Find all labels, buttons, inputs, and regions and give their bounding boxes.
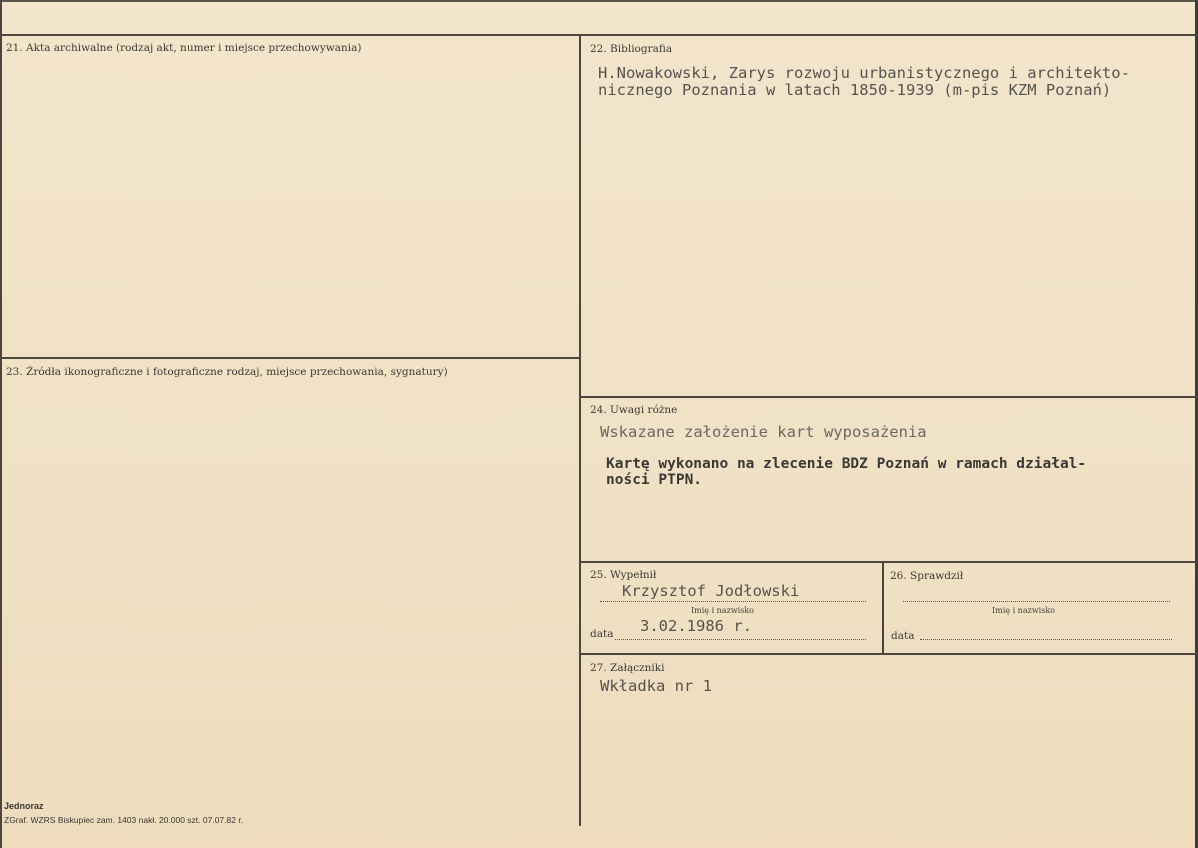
footer-printer-info: ZGraf. WZRS Biskupiec zam. 1403 nakł. 20.000 szt. 07.07.82 r. <box>4 815 244 825</box>
field-26-label: 26. Sprawdził <box>890 570 964 582</box>
field-23-label: 23. Źródła ikonograficzne i fotograficzne rodzaj, miejsce przechowania, sygnatury) <box>6 366 448 378</box>
filled-by-date-label: data <box>590 628 614 640</box>
filled-by-date-line <box>615 639 866 640</box>
remarks-note-1: Wskazane założenie kart wyposażenia <box>600 423 927 441</box>
filled-by-date: 3.02.1986 r. <box>640 617 752 635</box>
filled-by-name: Krzysztof Jodłowski <box>622 582 800 600</box>
checked-by-name-line <box>903 601 1170 602</box>
attachments-value: Wkładka nr 1 <box>600 677 712 695</box>
field-24-label: 24. Uwagi różne <box>590 404 678 416</box>
right-divider-24 <box>581 396 1196 398</box>
top-rule <box>2 34 1196 36</box>
signature-divider <box>882 562 884 654</box>
remarks-note-2a: Kartę wykonano na zlecenie BDZ Poznań w ramach działal- <box>606 456 1087 472</box>
center-divider <box>579 34 581 826</box>
card-top-edge <box>0 0 1198 2</box>
filled-by-name-line <box>600 601 866 602</box>
field-22-label: 22. Bibliografia <box>590 43 673 55</box>
checked-by-date-line <box>920 639 1172 640</box>
right-divider-25 <box>581 561 1196 563</box>
field-21-label: 21. Akta archiwalne (rodzaj akt, numer i miejsce przechowywania) <box>6 42 362 54</box>
field-25-label: 25. Wypełnił <box>590 569 657 581</box>
bibliography-line-1: H.Nowakowski, Zarys rozwoju urbanistycznego i architekto- <box>598 64 1130 82</box>
card-left-edge <box>0 0 2 848</box>
checked-by-date-label: data <box>891 630 915 642</box>
checked-by-name-caption: Imię i nazwisko <box>992 606 1055 615</box>
field-27-label: 27. Załączniki <box>590 662 665 674</box>
left-section-divider <box>2 357 580 359</box>
filled-by-name-caption: Imię i nazwisko <box>691 606 754 615</box>
right-divider-27 <box>581 653 1196 655</box>
footer-print-type: Jednoraz <box>4 801 44 811</box>
bibliography-line-2: nicznego Poznania w latach 1850-1939 (m-pis KZM Poznań) <box>598 81 1112 99</box>
remarks-note-2b: ności PTPN. <box>606 472 703 488</box>
